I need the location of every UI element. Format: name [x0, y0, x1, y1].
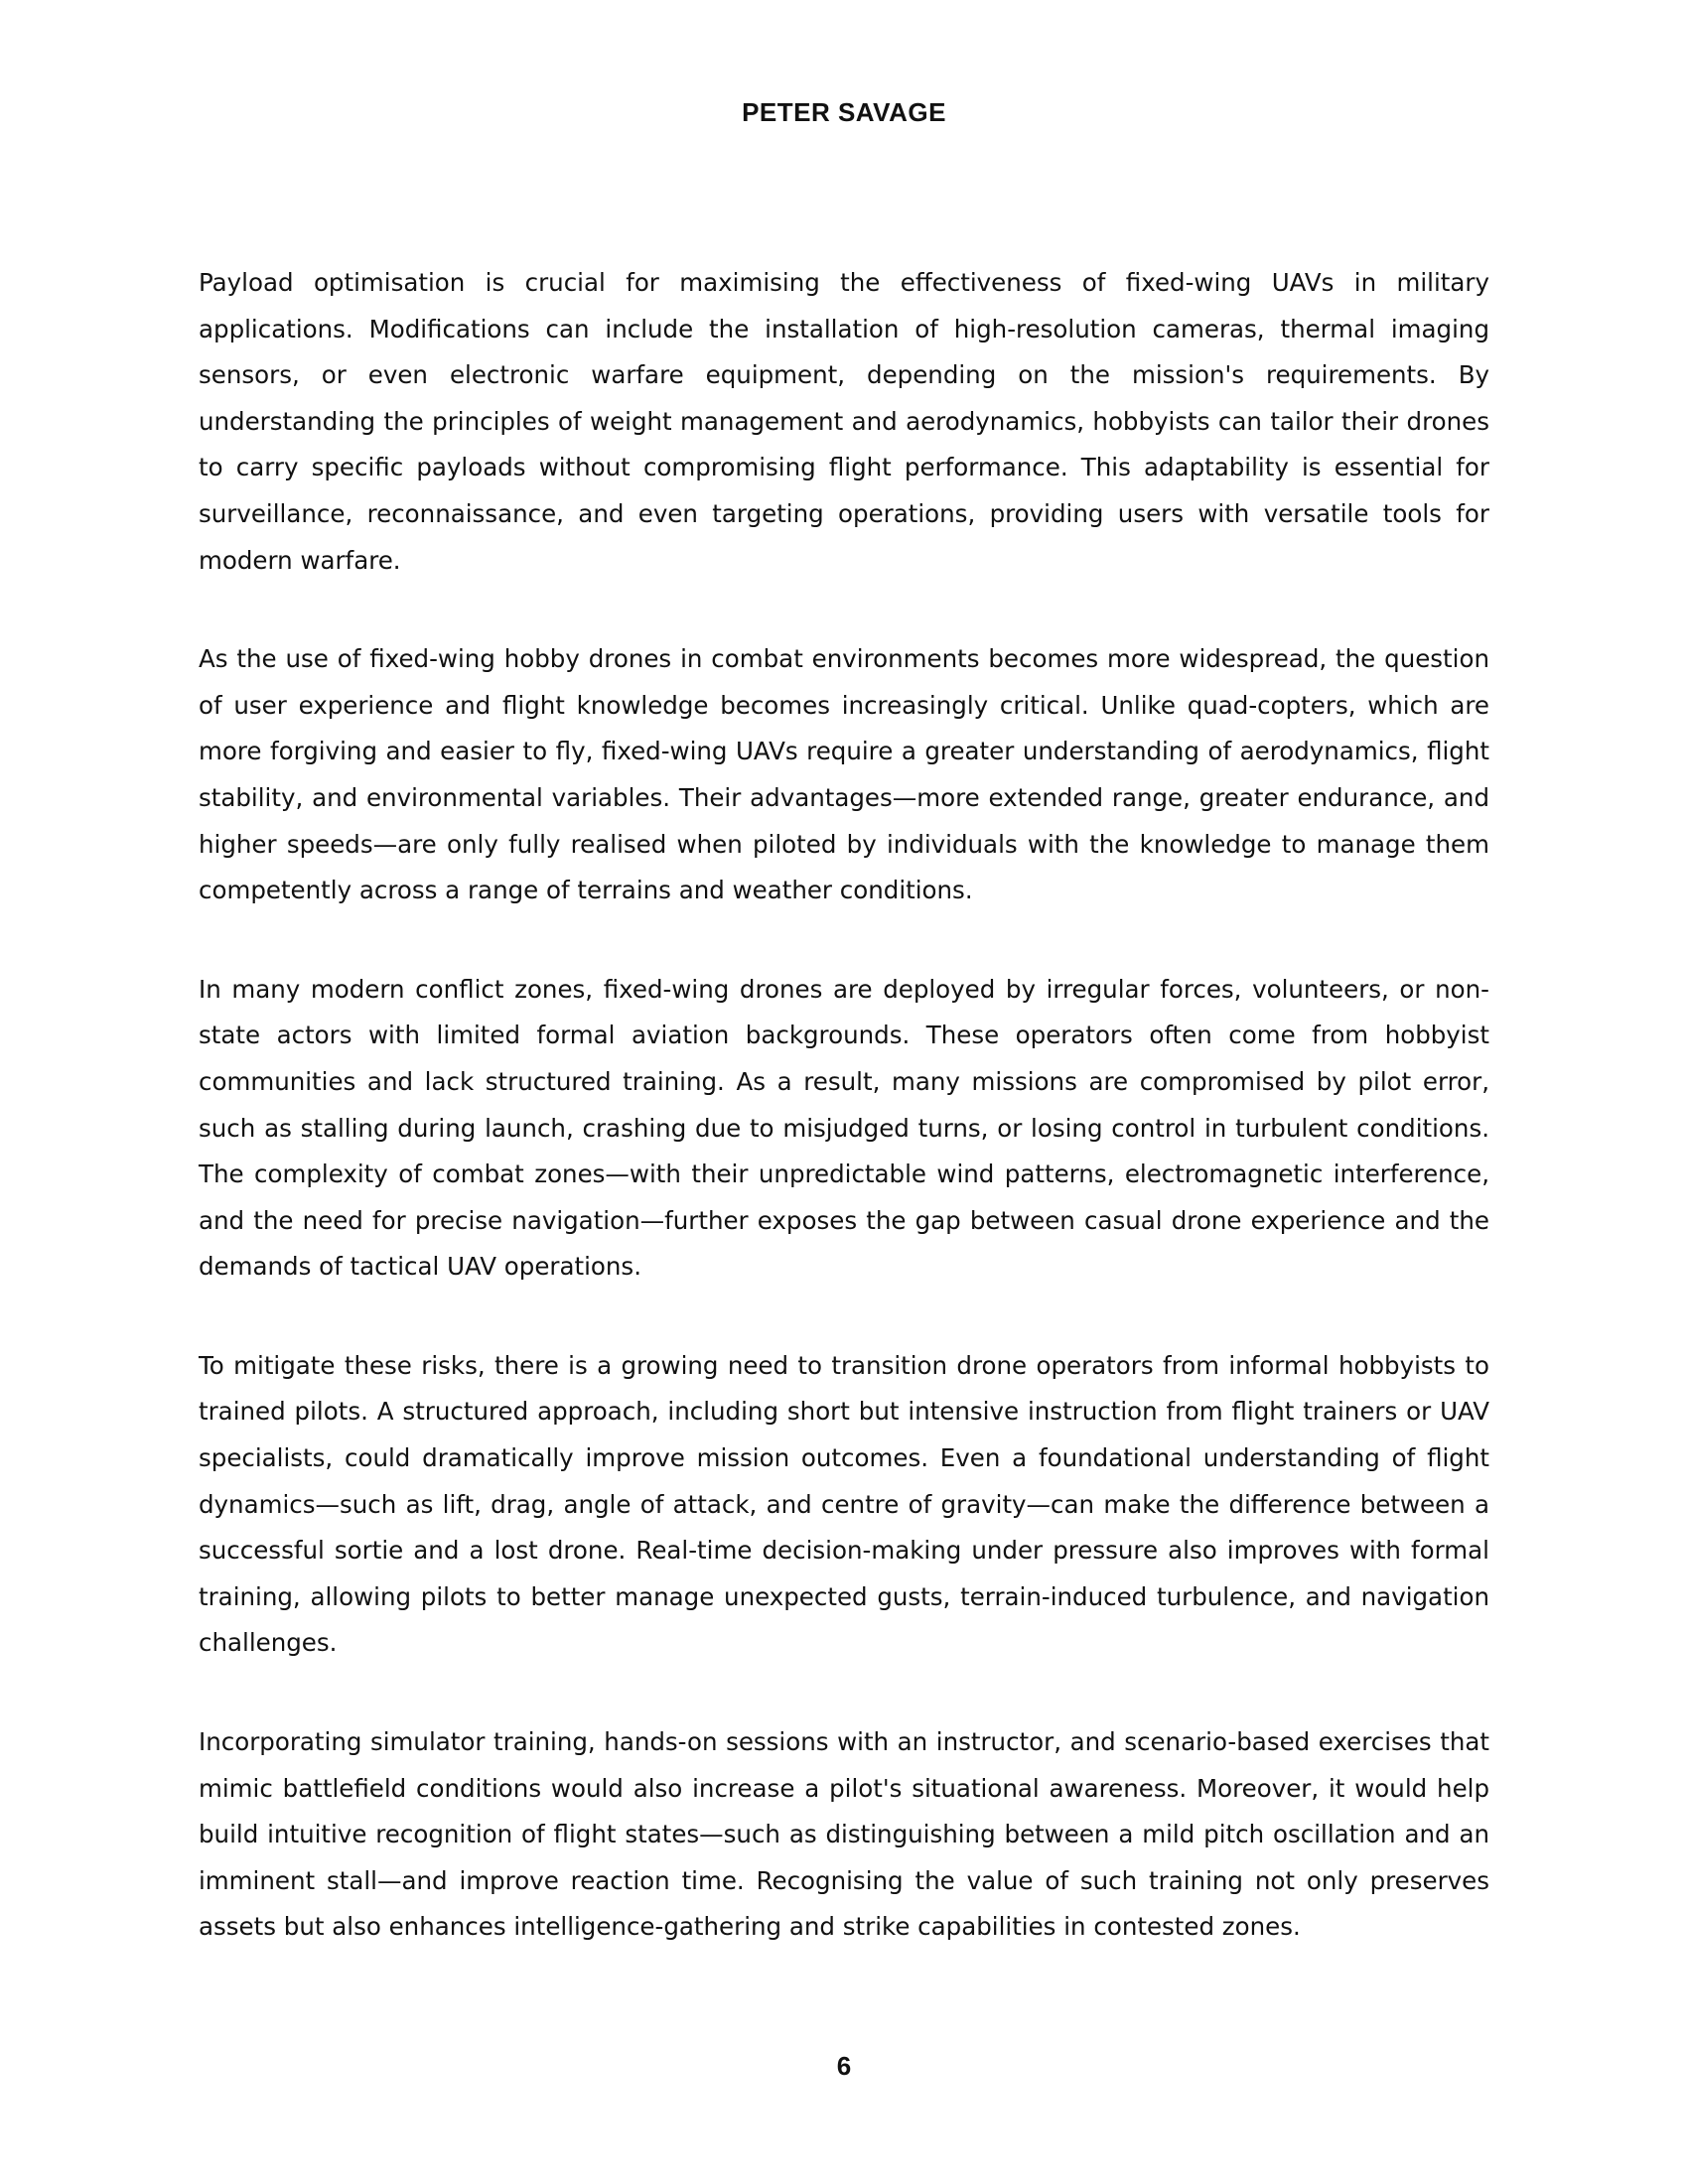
body-text [199, 260, 1489, 2003]
running-header-author: PETER SAVAGE [742, 97, 946, 127]
paragraph-2: As the use of fixed-wing hobby drones in combat environments becomes more widespread, the question of user experience and flight knowledge becomes increasingly critical. Unlike quad-copters, which are more forgiving and easier to fly, fixed-wing UAVs require a greater understanding of aerodynamics, flight stability, and environmental variables. Their advantages—more extended range, greater endurance, and higher speeds—are only fully realised when piloted by individuals with the knowledge to manage them competently across a range of terrains and weather conditions. [199, 644, 1489, 905]
paragraph-4: To mitigate these risks, there is a growing need to transition drone operators from informal hobbyists to trained pilots. A structured approach, including short but intensive instruction from flight trainers or UAV specialists, could dramatically improve mission outcomes. Even a foundational understanding of flight dynamics—such as lift, drag, angle of attack, and centre of gravity—can make the difference between a successful sortie and a lost drone. Real-time decision-making under pressure also improves with formal training, allowing pilots to better manage unexpected gusts, terrain-induced turbulence, and navigation challenges. [199, 1350, 1489, 1658]
paragraph-3: In many modern conflict zones, fixed-wing drones are deployed by irregular forces, volunteers, or non-state actors with limited formal aviation backgrounds. These operators often come from hobbyist communities and lack structured training. As a result, many missions are compromised by pilot error, such as stalling during launch, crashing due to misjudged turns, or losing control in turbulent conditions. The complexity of combat zones—with their unpredictable wind patterns, electromagnetic interference, and the need for precise navigation—further exposes the gap between casual drone experience and the demands of tactical UAV operations. [199, 974, 1489, 1282]
page-number: 6 [836, 2051, 852, 2081]
paragraph-1: Payload optimisation is crucial for maximising the effectiveness of fixed-wing UAVs in military applications. Modifications can include the installation of high-resolution cameras, thermal imaging sensors, or even electronic warfare equipment, depending on the mission's requirements. By understanding the principles of weight management and aerodynamics, hobbyists can tailor their drones to carry specific payloads without compromising flight performance. This adaptability is essential for surveillance, reconnaissance, and even targeting operations, providing users with versatile tools for modern warfare. [199, 268, 1489, 575]
paragraph-5: Incorporating simulator training, hands-on sessions with an instructor, and scenario-based exercises that mimic battlefield conditions would also increase a pilot's situational awareness. Moreover, it would help build intuitive recognition of flight states—such as distinguishing between a mild pitch oscillation and an imminent stall—and improve reaction time. Recognising the value of such training not only preserves assets but also enhances intelligence-gathering and strike capabilities in contested zones. [199, 1727, 1489, 1942]
